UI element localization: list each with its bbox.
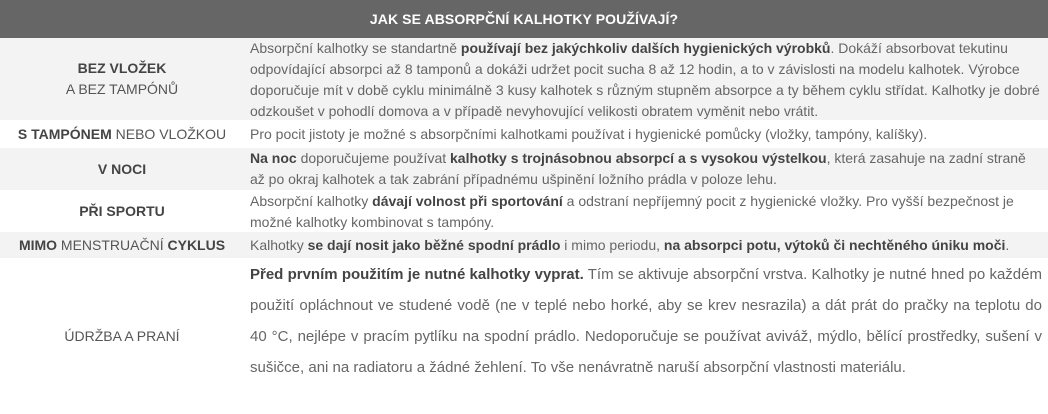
row-label — [0, 235, 244, 256]
row-label-bold: CYKLUS — [167, 236, 226, 253]
text-part: Absorpční kalhotky — [250, 193, 373, 209]
row-description — [244, 235, 1048, 256]
table-row — [0, 191, 1048, 232]
text-part: doporučujeme používat — [296, 150, 451, 166]
row-label — [0, 38, 244, 120]
row-description — [244, 259, 1048, 413]
text-bold: Na noc — [250, 150, 297, 166]
table-header — [0, 0, 1048, 38]
row-label — [0, 191, 244, 231]
text-bold: Před prvním použitím je nutné kalhotky vyprat. — [250, 266, 584, 283]
text-part: i mimo periodu, — [560, 236, 664, 253]
row-description — [244, 38, 1048, 120]
row-description — [244, 124, 1048, 145]
table-row — [0, 121, 1048, 148]
text-bold: se dají nosit jako běžné spodní prádlo — [307, 236, 561, 253]
text-part: a odstraní nepříjemný pocit z hygienické vložky. Pro vyšší bezpečnost je možné kalhotky kombinovat s tampóny. — [250, 193, 1014, 230]
row-label — [0, 259, 244, 413]
row-label-bold: V NOCI — [97, 160, 147, 177]
row-label — [0, 124, 244, 145]
text-part: Tím se aktivuje absorpční vrstva. Kalhotky je nutné hned po každém použití opláchnout ve studené vodě (ne v teplé nebo horké, aby se krev nesrazila) a dát prát do pračky na teplotu do 40 °C, nejlépe v pracím pytlíku na spodní prádlo. Nedoporučuje se používat aviváž, mýdlo, bělící prostředky, sušení v sušičce, ani na radiatoru a žádné žehlení. To vše nenávratně naruší absorpční vlastnosti materiálu. — [250, 266, 1042, 376]
table-row — [0, 38, 1048, 121]
text-part: Kalhotky — [250, 236, 308, 253]
text-part: Absorpční kalhotky se standartně — [250, 40, 461, 56]
row-label-bold: PŘI SPORTU — [79, 202, 165, 219]
row-label-bold: MIMO — [18, 236, 58, 253]
text-bold: kalhotky s trojnásobnou absorpcí a s vysokou výstelkou — [450, 150, 827, 166]
row-label-plain: NEBO VLOŽKOU — [111, 125, 227, 142]
row-label-bold: S TAMPÓNEM — [17, 125, 112, 142]
text-bold: používají bez jakýchkoliv dalších hygienických výrobků — [460, 40, 831, 56]
text-part: . Dokáží absorbovat tekutinu odpovídající absorpci až 8 tamponů a dokáži udržet pocit sucha 8 až 12 hodin, a to v závislosti na modelu kalhotek. Výrobce doporučuje mít v době cyklu minimálně 3 kusy kalhotek s různým stupněm absorpce a ty během cyklu střídat. Kalhotky je dobré odzkoušet v pohodlí domova a v případě nevyhovující velikosti obratem vyměnit nebo vrátit. — [250, 40, 1040, 119]
text-part: Pro pocit jistoty je možné s absorpčními kalhotkami používat i hygienické pomůcky (vložky, tampóny, kalíšky). — [250, 125, 928, 142]
table-row — [0, 259, 1048, 414]
text-bold: na absorpci potu, výtoků či nechtěného úniku moči — [663, 236, 1006, 253]
row-label-line2: A BEZ TAMPÓNŮ — [65, 81, 179, 97]
row-label — [0, 148, 244, 190]
row-label-plain: MENSTRUAČNÍ — [57, 236, 168, 253]
text-part: , která zasahuje na zadní straně až po okraj kalhotek a tak zabrání případnému ušpinění ložního prádla v poloze lehu. — [250, 150, 1026, 187]
table-title: JAK SE ABSORPČNÍ KALHOTKY POUŽÍVAJÍ? — [369, 11, 679, 27]
table-row — [0, 148, 1048, 191]
row-description — [244, 148, 1048, 190]
row-description — [244, 191, 1048, 231]
table-row — [0, 232, 1048, 259]
text-part: . — [1005, 236, 1010, 253]
row-label-line1: BEZ VLOŽEK — [77, 60, 167, 76]
row-label-plain: ÚDRŽBA A PRANÍ — [64, 327, 180, 344]
text-bold: dávají volnost při sportování — [372, 193, 563, 209]
